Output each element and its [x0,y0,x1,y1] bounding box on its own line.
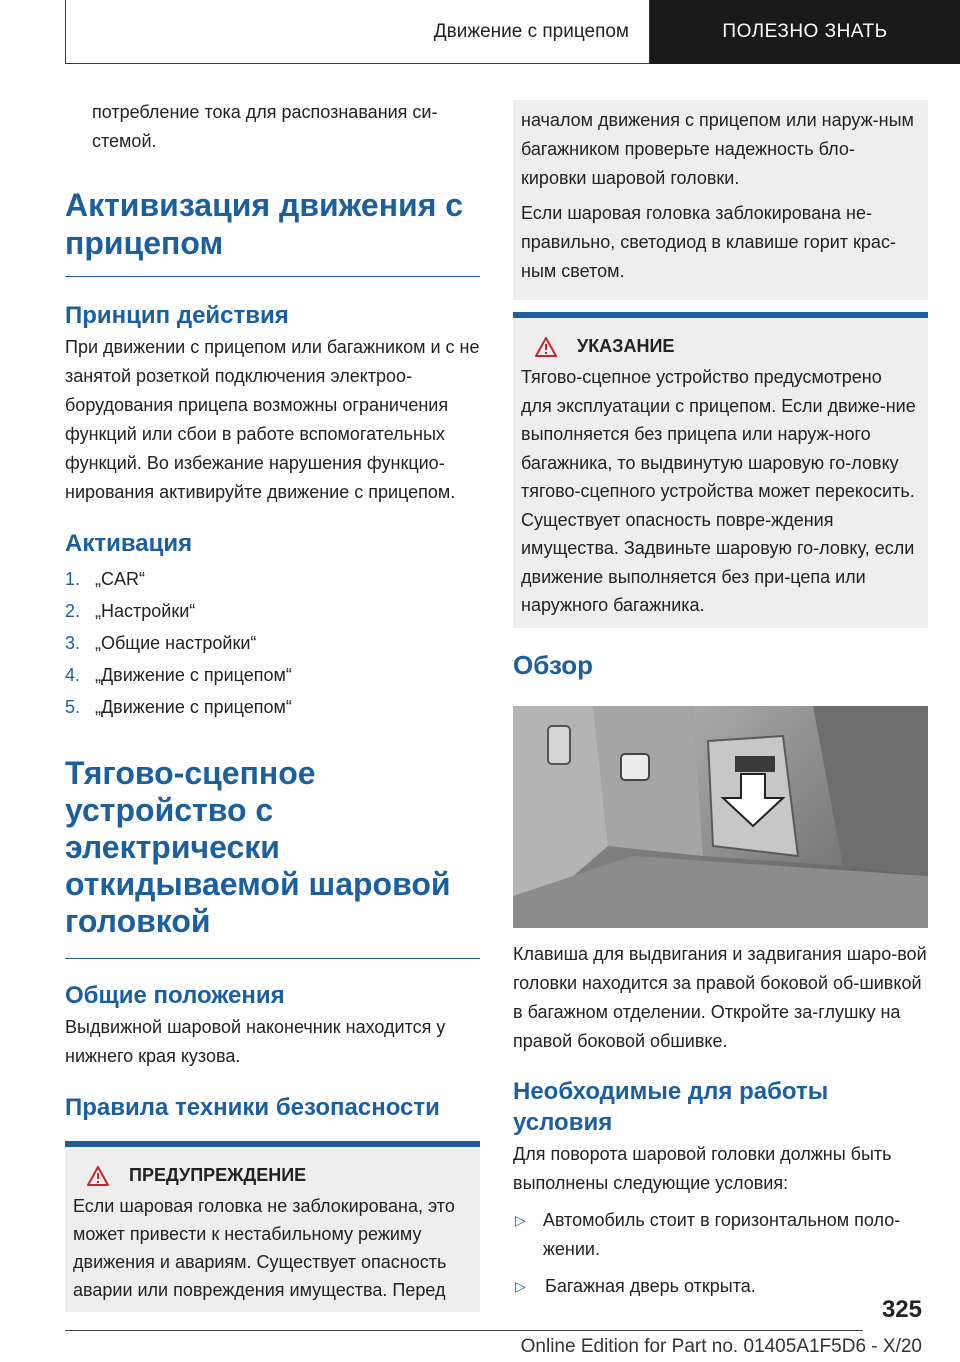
step-text: „Движение с прицепом“ [95,697,292,717]
list-item [65,563,480,595]
principle-text: При движении с прицепом или багажником и с не занятой розеткой подключения электроо-борудования прицепа возможны ограничения функций или сбои в работе вспомогательных функций. Во избежание нарушения функцио-нирования активируйте движение с прицепом. [65,337,480,502]
list-item [65,691,480,723]
warning-box [65,1141,480,1312]
warning-continued-text-1: началом движения с прицепом или наруж-ным багажником проверьте надежность бло-кировки шаровой головки. [521,110,914,188]
arrow-icon: ▷ [515,1277,526,1294]
overview-text: Клавиша для выдвигания и задвигания шаро-вой головки находится за правой боковой об-шивкой в багажном отделении. Откройте за-глушку на правой боковой обшивке. [513,943,927,1051]
warning-triangle-icon [535,337,557,357]
warning-continued-text-2: Если шаровая головка заблокирована не-правильно, светодиод в клавише горит крас-ным светом. [521,203,896,281]
trunk-side-panel-photo [513,706,928,928]
step-number: 2. [65,601,81,621]
conditions-list [513,1206,928,1301]
intro-text: потребление тока для распознавания си- стемой. [92,102,438,151]
warning-text: Если шаровая головка не заблокирована, это может привести к нестабильному режиму движения и авариям. Существует опасность аварии или повреждения имущества. Перед [73,1196,455,1300]
heading-hitch: Тягово-сцепное устройство с электрически откидываемой шаровой головкой [65,755,480,959]
footer-edition: Online Edition for Part no. 01405A1F5D6 - X/20 [520,1336,922,1357]
step-text: „Движение с прицепом“ [95,665,292,685]
heading-overview: Обзор [513,649,593,680]
warning-continued-box [513,100,928,300]
list-item [65,595,480,627]
footer-divider [65,1330,863,1331]
conditions-intro: Для поворота шаровой головки должны быть выполнены следующие условия: [513,1143,892,1193]
activation-steps [65,563,480,723]
warning-header [73,1165,468,1186]
general-text: Выдвижной шаровой наконечник находится у нижнего края кузова. [65,1017,446,1066]
list-item [513,1272,928,1301]
notice-text: Тягово-сцепное устройство предусмотрено для эксплуатации с прицепом. Если движе-ние выполняется без прицепа или наруж-ного багажника, то выдвинутую шаровую го-ловку тягово-сцепного устройства может перекосить. Существует опасность повре-ждения имущества. Задвиньте шаровую го-ловку, если движение выполняется без при-цепа или наружного багажника. [521,367,916,615]
heading-safety: Правила техники безопасности [65,1094,440,1121]
step-text: „Настройки“ [95,601,196,621]
heading-activation: Активизация движения с прицепом [65,186,480,277]
list-item [65,627,480,659]
notice-title: УКАЗАНИЕ [577,336,675,356]
step-number: 1. [65,569,81,589]
heading-conditions: Необходимые для работы условия [513,1077,829,1136]
notice-box [513,312,928,628]
step-text: „Общие настройки“ [95,633,257,653]
step-number: 5. [65,697,81,717]
header-section-title: Движение с прицепом [433,20,629,42]
header-chapter-title: ПОЛЕЗНО ЗНАТЬ [722,21,888,42]
heading-principle: Принцип действия [65,302,289,329]
step-number: 4. [65,665,81,685]
page-number: 325 [881,1296,922,1323]
header-chapter [650,0,960,64]
notice-header [521,336,916,357]
list-item [513,1206,928,1264]
warning-triangle-icon [87,1166,109,1186]
right-column [513,100,928,1301]
heading-activation-steps: Активация [65,530,193,557]
header-section [65,0,650,64]
step-number: 3. [65,633,81,653]
list-item [65,659,480,691]
heading-general: Общие положения [65,982,285,1009]
left-column [65,98,480,1312]
step-text: „CAR“ [95,569,145,589]
condition-text: Автомобиль стоит в горизонтальном поло-жении. [542,1209,901,1259]
arrow-icon: ▷ [515,1211,526,1228]
warning-title: ПРЕДУПРЕЖДЕНИЕ [129,1165,307,1185]
condition-text: Багажная дверь открыта. [545,1275,756,1296]
